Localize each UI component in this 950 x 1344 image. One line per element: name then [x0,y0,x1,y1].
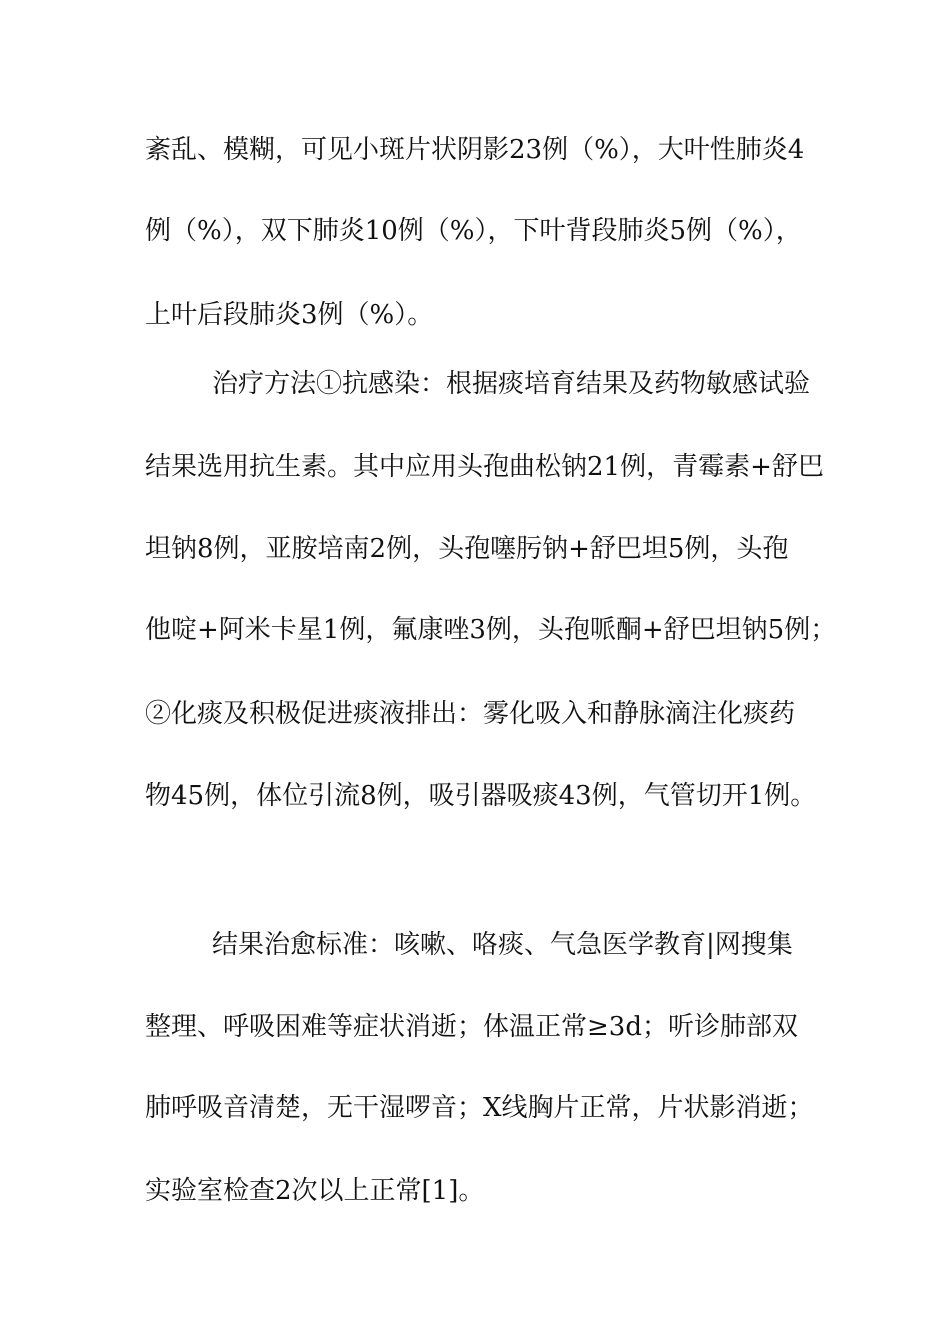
paragraph-2-line-2: 结果选用抗生素。其中应用头孢曲松钠21例，青霉素+舒巴 [145,452,824,482]
paragraph-1-line-3: 上叶后段肺炎3例（%）。 [145,300,434,330]
paragraph-2-line-3: 坦钠8例，亚胺培南2例，头孢噻肟钠+舒巴坦5例，头孢 [145,534,789,564]
paragraph-3-line-3: 肺呼吸音清楚，无干湿啰音；X线胸片正常，片状影消逝； [145,1093,814,1123]
paragraph-2-line-6: 物45例，体位引流8例，吸引器吸痰43例，气管切开1例。 [145,781,817,811]
paragraph-2-line-1: 治疗方法①抗感染：根据痰培育结果及药物敏感试验 [212,369,811,399]
paragraph-3-line-2: 整理、呼吸困难等症状消逝；体温正常≥3d；听诊肺部双 [145,1012,798,1042]
paragraph-2-line-4: 他啶+阿米卡星1例，氟康唑3例，头孢哌酮+舒巴坦钠5例； [145,615,837,645]
paragraph-3-line-1: 结果治愈标准：咳嗽、咯痰、气急医学教育|网搜集 [212,930,793,960]
paragraph-2-line-5: ②化痰及积极促进痰液排出：雾化吸入和静脉滴注化痰药 [145,699,796,729]
paragraph-1-line-2: 例（%），双下肺炎10例（%），下叶背段肺炎5例（%）， [145,216,802,246]
paragraph-3-line-4: 实验室检查2次以上正常[1]。 [145,1176,485,1206]
paragraph-1-line-1: 紊乱、模糊，可见小斑片状阴影23例（%），大叶性肺炎4 [145,135,805,165]
